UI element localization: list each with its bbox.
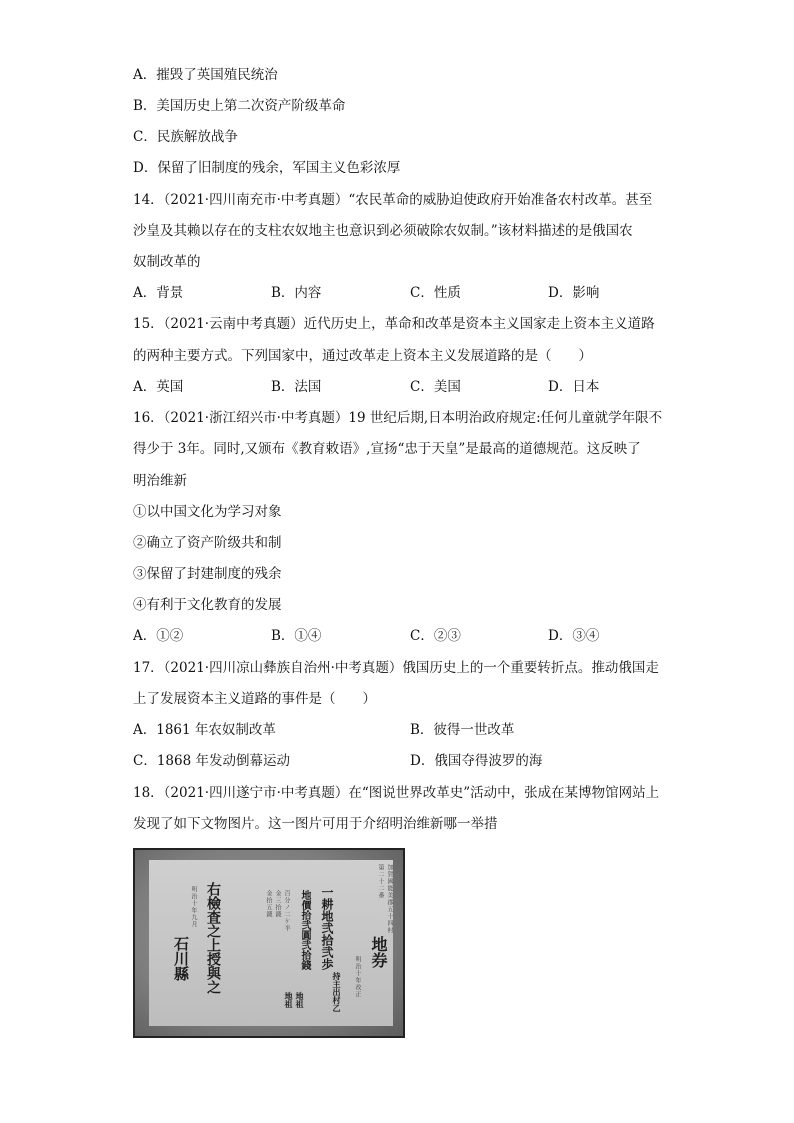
q17-option-a: A．1861 年农奴制改革 bbox=[133, 722, 276, 738]
certificate-prefecture: 石川縣 bbox=[172, 936, 190, 981]
q15-option-a: A．英国 bbox=[133, 379, 184, 395]
certificate-tax-label-1: 地祖 bbox=[295, 992, 305, 1008]
certificate-number: 第二十二番 bbox=[377, 864, 384, 899]
q17-option-b: B．彼得一世改革 bbox=[410, 722, 515, 738]
q13-option-d: D．保留了旧制度的残余，军国主义色彩浓厚 bbox=[133, 160, 401, 176]
q16-option-d: D．③④ bbox=[548, 628, 600, 644]
q14-option-c: C．性质 bbox=[410, 285, 461, 301]
q18-stem-line-2: 发现了如下文物图片。这一图片可用于介绍明治维新哪一举措 bbox=[133, 816, 498, 832]
q15-stem-line-1: 15．（2021·云南中考真题）近代历史上，革命和改革是资本主义国家走上资本主义道路 bbox=[133, 316, 655, 332]
certificate-land-area: 一耕地弐拾弐歩 bbox=[320, 886, 334, 970]
land-certificate-photo bbox=[133, 848, 405, 1038]
certificate-date: 明治十年九月 bbox=[190, 886, 197, 928]
q16-statement-4: ④有利于文化教育的发展 bbox=[133, 597, 282, 613]
certificate-rate: 百分ノ二ケ半 bbox=[283, 890, 290, 932]
certificate-land-price: 地價拾弐圓弐拾錢 bbox=[299, 890, 310, 970]
q13-option-b: B．美国历史上第二次资产阶级革命 bbox=[133, 98, 346, 114]
certificate-tax-label-2: 地祖 bbox=[284, 992, 294, 1008]
certificate-amount-2: 金拾五錢 bbox=[265, 890, 272, 918]
q17-option-c: C．1868 年发动倒幕运动 bbox=[133, 753, 290, 769]
q16-option-a: A．①② bbox=[133, 628, 184, 644]
certificate-revision: 明治十年改正 bbox=[354, 956, 361, 998]
certificate-owner: 持主出村乙 bbox=[332, 972, 342, 1012]
q15-stem-line-2: 的两种主要方式。下列国家中，通过改革走上资本主义发展道路的是（ ） bbox=[133, 348, 592, 364]
q17-stem-line-1: 17．（2021·四川凉山彝族自治州·中考真题）俄国历史上的一个重要转折点。推动俄国走 bbox=[133, 660, 659, 676]
q16-stem-line-1: 16．（2021·浙江绍兴市·中考真题）19 世纪后期,日本明治政府规定:任何儿童就学年限不 bbox=[133, 410, 663, 426]
q16-statement-2: ②确立了资产阶级共和制 bbox=[133, 535, 282, 551]
certificate-amount-1: 金三拾錢 bbox=[274, 890, 281, 918]
q14-option-b: B．内容 bbox=[271, 285, 322, 301]
q16-option-c: C．②③ bbox=[410, 628, 461, 644]
q16-statement-3: ③保留了封建制度的残余 bbox=[133, 566, 282, 582]
q15-option-b: B．法国 bbox=[271, 379, 322, 395]
land-certificate-document bbox=[149, 860, 393, 1026]
certificate-issue-statement: 右檢査之上授與之 bbox=[205, 882, 221, 994]
q15-option-d: D．日本 bbox=[548, 379, 600, 395]
q16-option-b: B．①④ bbox=[271, 628, 322, 644]
q16-stem-line-2: 得少于 3年。同时,又颁布《教育敕语》,宣扬“忠于天皇”是最高的道德规范。这反映了 bbox=[133, 441, 641, 457]
q17-stem-line-2: 上了发展资本主义道路的事件是（ ） bbox=[133, 691, 376, 707]
q14-option-a: A．背景 bbox=[133, 285, 184, 301]
q16-stem-line-3: 明治维新 bbox=[133, 473, 187, 489]
q13-option-c: C．民族解放战争 bbox=[133, 129, 238, 145]
q14-stem-line-1: 14．（2021·四川南充市·中考真题）“农民革命的威胁迫使政府开始准备农村改革。甚至 bbox=[133, 192, 653, 208]
q17-option-d: D．俄国夺得波罗的海 bbox=[410, 753, 543, 769]
q18-stem-line-1: 18．（2021·四川遂宁市·中考真题）在“图说世界改革史”活动中，张成在某博物馆网站上 bbox=[133, 785, 660, 801]
certificate-title: 地券 bbox=[369, 936, 388, 968]
q13-option-a: A．摧毁了英国殖民统治 bbox=[133, 67, 278, 83]
q14-stem-line-2: 沙皇及其赖以存在的支柱农奴地主也意识到必须破除农奴制。”该材料描述的是俄国农 bbox=[133, 223, 633, 239]
q15-option-c: C．美国 bbox=[410, 379, 461, 395]
certificate-address: 加賀國能美郡五十四村 bbox=[386, 864, 393, 934]
q14-stem-line-3: 奴制改革的 bbox=[133, 254, 201, 270]
q16-statement-1: ①以中国文化为学习对象 bbox=[133, 504, 282, 520]
q14-option-d: D．影响 bbox=[548, 285, 600, 301]
